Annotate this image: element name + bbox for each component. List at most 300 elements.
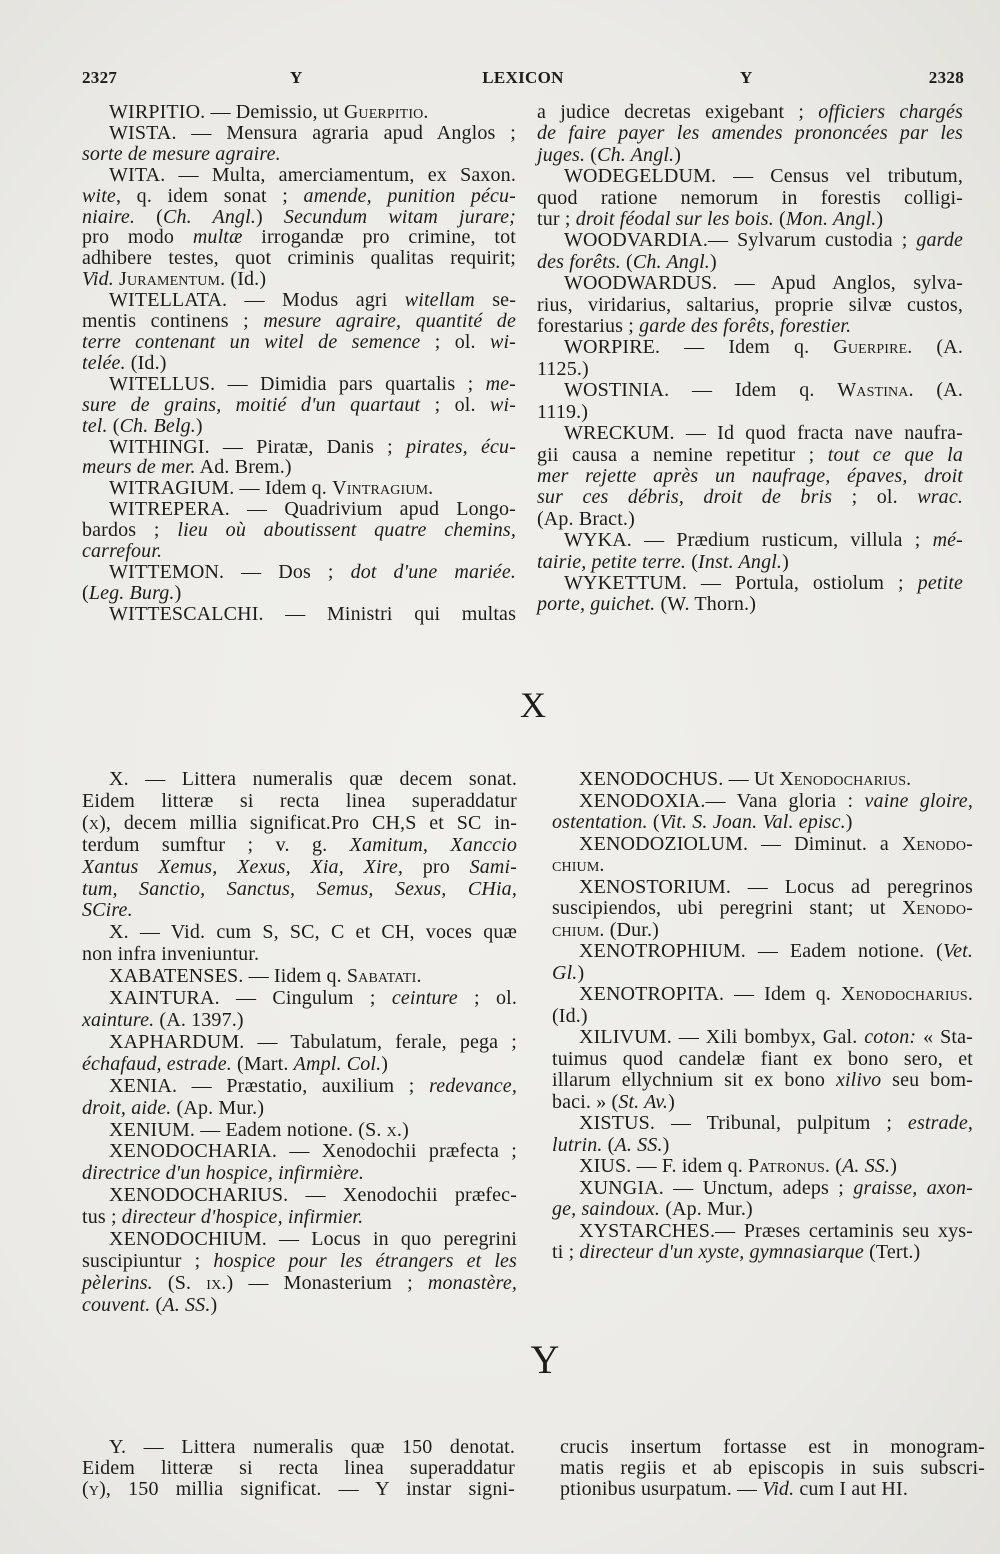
small-caps-text: y: [88, 1478, 100, 1501]
italic-text: droit, aide.: [82, 1096, 172, 1119]
italic-text: petite: [917, 571, 963, 594]
text-line: [537, 145, 963, 166]
text-run: XAPHARDUM. — Tabulatum, ferale, pega ;: [109, 1030, 517, 1053]
italic-text: amende, punition pécu-: [303, 184, 516, 207]
small-caps-text: Xenodocharius.: [841, 983, 973, 1005]
text-line: [552, 1156, 973, 1178]
text-run: terdum sumftur ; v. g.: [82, 833, 350, 856]
text-run: tur ;: [537, 208, 576, 231]
italic-text: Secundum witam jurare;: [283, 205, 516, 228]
text-run: ): [890, 1155, 897, 1177]
text-run: WOODWARDUS. — Apud Anglos, sylva-: [564, 272, 963, 295]
italic-text: ceinture: [391, 987, 458, 1010]
text-line: [82, 1032, 517, 1054]
text-run: a judice decretas exigebant ;: [537, 101, 819, 123]
text-line: [552, 920, 973, 942]
text-run: se-: [474, 289, 517, 312]
text-line: [82, 988, 517, 1010]
italic-text: couvent.: [82, 1293, 151, 1316]
column-right-y-entries: [560, 1437, 985, 1501]
italic-text: dot d'une mariée.: [350, 560, 516, 583]
text-run: XIUS. — F. idem q.: [579, 1155, 749, 1177]
italic-text: Gl.: [552, 961, 578, 984]
dictionary-entry: [552, 1156, 973, 1178]
text-line: [82, 1141, 517, 1163]
text-line: [552, 834, 973, 856]
section-letter-x: X: [520, 685, 546, 725]
italic-text: pèlerins.: [82, 1271, 153, 1294]
text-run: (: [773, 208, 786, 231]
column-left-x-entries: [82, 769, 517, 1317]
text-line: [552, 1221, 973, 1243]
italic-text: Mon. Angl.: [785, 208, 877, 231]
text-line: [82, 922, 517, 944]
small-caps-text: ix.: [206, 1271, 227, 1294]
text-line: [82, 1229, 517, 1251]
text-run: ; ol.: [420, 330, 490, 353]
text-run: WITRAGIUM. — Idem q.: [109, 477, 333, 500]
dictionary-entry: [82, 1141, 517, 1185]
text-run: XENODOCHUS. — Ut: [579, 768, 780, 790]
running-letter-left: Y: [290, 68, 303, 87]
text-run: mentis continens ;: [82, 310, 264, 333]
text-run: gii causa a nemine repetitur ;: [537, 443, 828, 466]
text-line: [82, 186, 516, 207]
text-run: XUNGIA. — Unctum, adeps ;: [579, 1176, 854, 1199]
text-line: [82, 813, 517, 835]
text-run: crucis insertum fortasse est in monogram-: [560, 1436, 985, 1458]
text-run: (Mart.: [231, 1052, 294, 1075]
text-line: [552, 1113, 973, 1135]
dictionary-entry: [552, 984, 973, 1027]
dictionary-entry: [552, 1027, 973, 1113]
text-line: [82, 1185, 517, 1207]
text-line: [537, 295, 963, 316]
text-line: [537, 230, 963, 251]
text-line: [82, 437, 516, 458]
text-line: [552, 1135, 973, 1157]
text-line: [82, 1437, 515, 1458]
dictionary-entry: [82, 499, 516, 562]
text-run: XENIUM. — Eadem notione. (S.: [109, 1118, 387, 1141]
text-line: [82, 1098, 517, 1120]
text-run: ): [845, 811, 853, 833]
text-run: non infra inveniuntur.: [82, 943, 260, 966]
text-run: Ad. Brem.): [195, 456, 292, 479]
text-run: 1119.): [537, 400, 589, 423]
italic-text: xilivo: [835, 1069, 882, 1091]
text-line: [82, 1120, 517, 1142]
text-run: XABATENSES. — Iidem q.: [109, 965, 347, 988]
italic-text: juges.: [537, 143, 586, 166]
text-run: ptionibus usurpatum. —: [560, 1478, 763, 1501]
text-line: [537, 423, 963, 444]
text-run: (: [830, 1155, 843, 1177]
dictionary-entry: [82, 1185, 517, 1229]
text-line: [537, 594, 963, 615]
text-run: XYSTARCHES.— Præses certaminis seu xys-: [579, 1219, 973, 1242]
page-number-right: 2328: [928, 68, 964, 87]
italic-text: A. SS.: [162, 1293, 211, 1316]
text-run: ), 150 millia significat. — Y instar signi-: [99, 1478, 515, 1501]
italic-text: Ampl. Col.: [293, 1052, 382, 1075]
dictionary-entry: [552, 769, 973, 791]
italic-text: Vid.: [82, 268, 114, 291]
text-line: [82, 353, 516, 374]
italic-text: directeur d'hospice, infirmier.: [121, 1206, 364, 1229]
text-run: (W. Thorn.): [655, 593, 757, 616]
text-line: [82, 269, 516, 290]
italic-text: directeur d'un xyste, gymnasiarque: [579, 1241, 864, 1263]
italic-text: mer rejette après un naufrage, épaves, droit: [537, 464, 963, 487]
dictionary-entry: [537, 102, 963, 166]
text-run: cum I aut HI.: [794, 1478, 908, 1501]
italic-text: wi-: [489, 393, 516, 416]
text-run: (: [82, 811, 89, 834]
text-run: baci. » (: [552, 1090, 619, 1113]
text-run: ): [210, 1293, 218, 1316]
text-line: [537, 166, 963, 187]
text-run: (S.: [152, 1271, 207, 1294]
text-run: ; ol.: [832, 486, 918, 509]
text-line: [552, 1027, 973, 1049]
small-caps-text: Wastina.: [837, 379, 914, 402]
text-run: (Dur.): [604, 918, 659, 941]
text-line: [82, 857, 517, 879]
text-line: [82, 1207, 517, 1229]
text-run: (Tert.): [863, 1241, 921, 1263]
dictionary-entry: [82, 123, 516, 165]
italic-text: carrefour.: [82, 540, 163, 563]
italic-text: tout ce que la: [827, 443, 963, 466]
text-line: [82, 248, 516, 269]
italic-text: échafaud, estrade.: [82, 1052, 232, 1075]
text-run: Y. — Littera numeralis quæ 150 denotat.: [109, 1436, 515, 1458]
page-number-left: 2327: [82, 68, 118, 87]
text-run: ) — Monasterium ;: [226, 1271, 428, 1294]
dictionary-entry: [552, 834, 973, 877]
text-run: (: [686, 550, 699, 573]
italic-text: me-: [485, 372, 516, 395]
text-line: [82, 207, 516, 228]
text-line: [82, 1295, 517, 1317]
text-run: tuimus quod candelæ fiant ex bono sero, et: [552, 1047, 973, 1070]
text-run: ): [577, 961, 585, 984]
dictionary-entry: [537, 230, 963, 273]
small-caps-text: Guerpire.: [833, 336, 913, 359]
text-run: suscipiuntur ;: [82, 1249, 214, 1272]
dictionary-entry: [82, 478, 516, 499]
text-line: [82, 769, 517, 791]
small-caps-text: Xenodocharius.: [779, 768, 912, 790]
text-run: Eidem litteræ si recta linea superaddatur: [82, 789, 517, 812]
italic-text: meurs de mer.: [82, 456, 196, 479]
italic-text: monastère,: [427, 1271, 517, 1294]
dictionary-entry: [537, 380, 963, 423]
text-run: (Id.): [225, 268, 267, 291]
italic-text: niaire.: [82, 205, 136, 228]
dictionary-entry: [82, 1032, 517, 1076]
italic-text: A. SS.: [842, 1155, 891, 1177]
text-line: [82, 879, 517, 901]
text-line: [560, 1479, 985, 1500]
text-line: [552, 1049, 973, 1071]
section-letter-y: Y: [530, 1337, 560, 1382]
dictionary-entry: [552, 1221, 973, 1264]
text-run: XENODOCHARIUS. — Xenodochii præfec-: [109, 1184, 517, 1207]
column-left-y-entries: [82, 1437, 515, 1501]
text-line: [552, 855, 973, 877]
dictionary-entry: [552, 1178, 973, 1221]
text-line: [82, 1076, 517, 1098]
text-run: « Sta-: [916, 1026, 973, 1048]
text-line: [82, 1163, 517, 1185]
text-run: (Id.): [552, 1004, 588, 1027]
italic-text: ostentation.: [552, 811, 648, 833]
text-run: ): [782, 550, 789, 573]
text-run: (: [602, 1133, 615, 1156]
text-run: ): [662, 1133, 670, 1156]
dictionary-entry: [82, 374, 516, 437]
text-line: [552, 1092, 973, 1114]
text-run: seu bom-: [881, 1069, 973, 1091]
text-run: bardos ;: [82, 519, 178, 542]
italic-text: garde: [916, 229, 963, 252]
small-caps-text: x: [88, 811, 100, 834]
text-line: [552, 769, 973, 791]
text-run: (: [647, 811, 660, 833]
text-line: [537, 487, 963, 508]
text-line: [537, 380, 963, 401]
text-line: [560, 1437, 985, 1458]
italic-text: estrade,: [907, 1112, 973, 1134]
text-line: [537, 188, 963, 209]
text-line: [552, 898, 973, 920]
italic-text: garde des forêts, forestier.: [639, 315, 852, 338]
dictionary-entry: [82, 1229, 517, 1317]
italic-text: Xantus Xemus, Xexus, Xia, Xire,: [82, 855, 404, 878]
italic-text: porte, guichet.: [537, 593, 656, 616]
text-run: matis regiis et ab episcopis in suis subscri-: [560, 1457, 985, 1480]
italic-text: St. Av.: [618, 1090, 669, 1113]
text-run: 1125.): [537, 357, 589, 380]
small-caps-text: chium.: [552, 854, 605, 876]
text-run: (A.: [912, 336, 963, 359]
text-run: WIRPITIO. — Demissio, ut: [109, 101, 344, 123]
dictionary-entry: [552, 1113, 973, 1156]
text-line: [552, 941, 973, 963]
text-line: [82, 1273, 517, 1295]
text-line: [552, 1242, 973, 1264]
italic-text: Ch. Angl.: [597, 143, 675, 166]
text-run: WITELLATA. — Modus agri: [109, 289, 405, 312]
text-run: ; ol.: [420, 393, 490, 416]
text-run: ), decem millia significat.Pro CH,S et SC in-: [99, 811, 517, 834]
text-line: [82, 1251, 517, 1273]
text-line: [537, 337, 963, 358]
text-run: (: [107, 414, 120, 437]
text-run: (: [585, 143, 598, 166]
dictionary-entry: [82, 1437, 515, 1501]
text-run: suscipiendos, ubi peregrini stant; ut: [552, 897, 902, 919]
small-caps-text: Vintragium.: [332, 477, 434, 500]
small-caps-text: Sabatati.: [346, 965, 422, 988]
italic-text: directrice d'un hospice, infirmière.: [82, 1162, 365, 1185]
text-run: WODEGELDUM. — Census vel tributum,: [564, 165, 963, 188]
text-line: [82, 604, 516, 625]
text-line: [82, 144, 516, 165]
text-line: [82, 944, 517, 966]
text-line: [537, 102, 963, 123]
text-run: (A. 1397.): [154, 1008, 244, 1031]
text-run: WITTEMON. — Dos ;: [109, 560, 351, 583]
text-run: XENIA. — Præstatio, auxilium ;: [109, 1074, 430, 1097]
text-line: [82, 416, 516, 437]
running-letter-right: Y: [740, 68, 753, 87]
text-line: [537, 445, 963, 466]
dictionary-entry: [82, 1076, 517, 1120]
dictionary-entry: [82, 988, 517, 1032]
italic-text: de faire payer les amendes prononcées par les: [537, 122, 963, 145]
column-right-w-entries: [537, 102, 963, 616]
dictionary-entry: [552, 791, 973, 834]
dictionary-entry: [82, 437, 516, 479]
italic-text: mesure agraire, quantité de: [263, 310, 516, 333]
text-run: WITELLUS. — Dimidia pars quartalis ;: [109, 372, 486, 395]
text-line: [82, 541, 516, 562]
text-line: [537, 316, 963, 337]
italic-text: tel.: [82, 414, 108, 437]
text-run: (: [82, 581, 89, 604]
text-run: WISTA. — Mensura agraria apud Anglos ;: [109, 121, 516, 144]
text-line: [82, 374, 516, 395]
text-run: ): [876, 208, 884, 231]
small-caps-text: Juramentum.: [119, 268, 226, 291]
text-run: XENOTROPHIUM. — Eadem notione. (: [579, 940, 943, 962]
italic-text: des forêts.: [537, 250, 621, 273]
italic-text: multæ: [192, 226, 243, 249]
text-run: Eidem litteræ si recta linea superaddatur: [82, 1457, 515, 1480]
italic-text: SCire.: [82, 899, 133, 922]
text-run: ): [381, 1052, 389, 1075]
text-run: ): [195, 414, 203, 437]
italic-text: Ch. Angl.: [162, 205, 256, 228]
italic-text: Vid.: [762, 1478, 795, 1501]
text-line: [82, 562, 516, 583]
dictionary-entry: [82, 922, 517, 966]
text-run: WITTESCALCHI. — Ministri qui multas: [109, 602, 516, 625]
text-run: XENODOZIOLUM. — Diminut. a: [579, 832, 902, 855]
text-line: [82, 102, 516, 123]
italic-text: Vit. S. Joan. Val. episc.: [659, 811, 846, 833]
dictionary-entry: [82, 562, 516, 604]
text-line: [552, 1006, 973, 1028]
text-run: XENODOCHARIA. — Xenodochii præfecta ;: [109, 1140, 517, 1163]
text-line: [537, 123, 963, 144]
text-line: [82, 1054, 517, 1076]
dictionary-entry: [552, 941, 973, 984]
text-run: ): [674, 143, 682, 166]
text-run: illarum ellychnium sit ex bono: [552, 1069, 836, 1091]
dictionary-entry: [82, 1120, 517, 1142]
italic-text: wite: [82, 184, 116, 207]
small-caps-text: Xenodo-: [901, 897, 973, 919]
small-caps-text: x.: [386, 1118, 403, 1141]
text-line: [82, 499, 516, 520]
text-line: [537, 573, 963, 594]
text-line: [82, 966, 517, 988]
italic-text: sure de grains, moitié d'un quartaut: [82, 393, 421, 416]
text-run: XENOTROPITA. — Idem q.: [579, 983, 841, 1005]
dictionary-entry: [82, 290, 516, 374]
small-caps-text: Xenodo-: [901, 832, 973, 855]
italic-text: terre contenant un witel de semence: [82, 330, 421, 353]
dictionary-entry: [537, 423, 963, 530]
text-run: (: [135, 205, 163, 228]
italic-text: pirates, écu-: [406, 435, 517, 458]
text-run: (A.: [913, 379, 963, 402]
text-line: [552, 812, 973, 834]
text-run: (Ap. Bract.): [537, 507, 635, 530]
text-line: [537, 530, 963, 551]
italic-text: lieu où aboutissent quatre chemins,: [177, 519, 516, 542]
text-line: [552, 963, 973, 985]
text-run: ; ol.: [457, 987, 518, 1010]
dictionary-entry: [537, 166, 963, 230]
text-run: WOODVARDIA.— Sylvarum custodia ;: [564, 229, 917, 252]
column-left-w-entries: [82, 102, 516, 625]
text-line: [537, 273, 963, 294]
text-line: [82, 1458, 515, 1479]
text-line: [82, 583, 516, 604]
text-run: , q. idem sonat ;: [115, 184, 304, 207]
italic-text: tairie, petite terre.: [537, 550, 687, 573]
text-run: ti ;: [552, 1241, 580, 1263]
text-run: X. — Vid. cum S, SC, C et CH, voces quæ: [109, 921, 517, 944]
text-run: WITA. — Multa, amerciamentum, ex Saxon.: [109, 163, 516, 186]
text-line: [537, 359, 963, 380]
text-run: pro modo: [82, 226, 193, 249]
italic-text: redevance,: [429, 1074, 517, 1097]
dictionary-entry: [560, 1437, 985, 1501]
italic-text: witellam: [404, 289, 475, 312]
text-line: [82, 900, 517, 922]
text-run: adhibere testes, quot criminis qualitas requirit;: [82, 247, 516, 270]
text-run: (: [620, 250, 633, 273]
text-run: WYKETTUM. — Portula, ostiolum ;: [564, 571, 918, 594]
text-line: [552, 1199, 973, 1221]
text-line: [82, 478, 516, 499]
text-line: [552, 791, 973, 813]
text-run: irrogandæ pro crimine, tot: [242, 226, 516, 249]
text-run: WRECKUM. — Id quod fracta nave naufra-: [564, 422, 963, 445]
text-run: WITHINGI. — Piratæ, Danis ;: [109, 435, 407, 458]
text-run: (: [82, 1478, 89, 1501]
dictionary-entry: [82, 102, 516, 123]
text-run: rius, viridarius, saltarius, proprie silvæ custos,: [537, 293, 963, 316]
text-line: [552, 1070, 973, 1092]
text-line: [537, 552, 963, 573]
text-line: [552, 984, 973, 1006]
italic-text: Leg. Burg.: [88, 581, 175, 604]
text-line: [537, 466, 963, 487]
text-run: pro: [403, 855, 470, 878]
text-line: [82, 1010, 517, 1032]
text-run: XENODOCHIUM. — Locus in quo peregrini: [109, 1228, 517, 1251]
dictionary-entry: [537, 530, 963, 573]
text-run: (: [150, 1293, 163, 1316]
dictionary-entry: [537, 573, 963, 616]
